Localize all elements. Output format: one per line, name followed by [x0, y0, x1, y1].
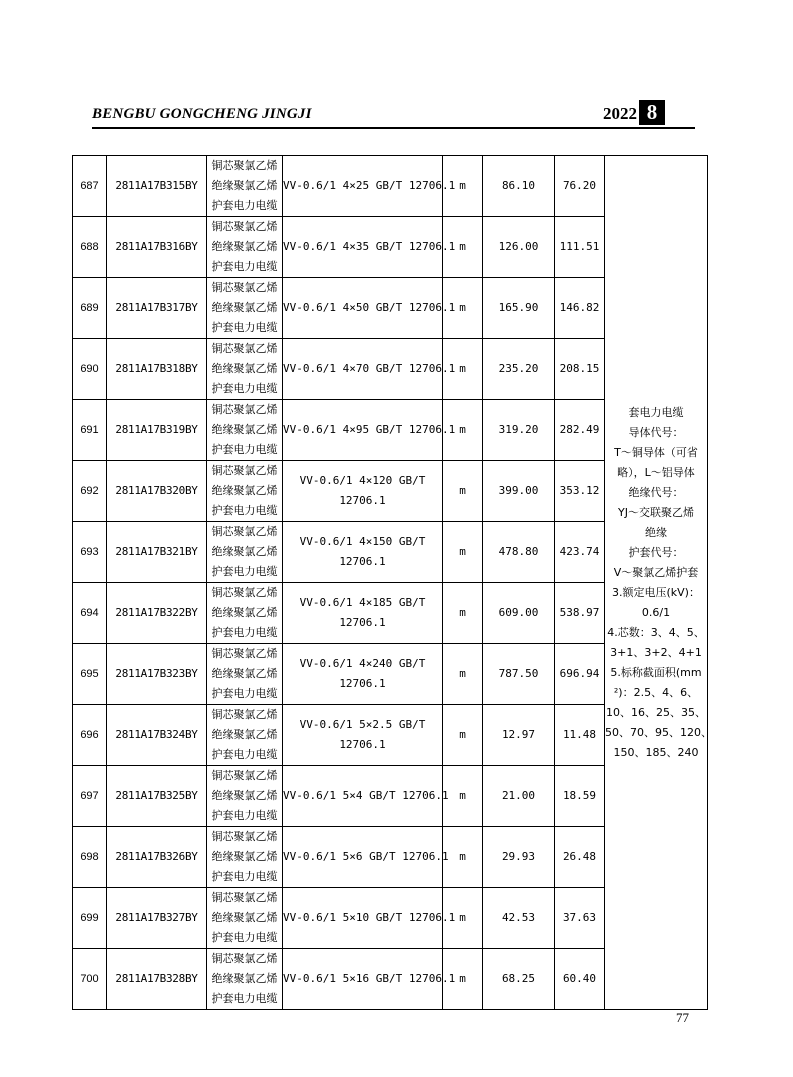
item-price-incl-tax: 609.00 [483, 583, 555, 644]
item-price-incl-tax: 478.80 [483, 522, 555, 583]
item-name [207, 217, 283, 278]
item-name-line: 铜芯聚氯乙烯 [211, 159, 278, 172]
item-number: 693 [73, 522, 107, 583]
item-name [207, 461, 283, 522]
item-spec-line: 12706.1 [339, 555, 386, 568]
item-price-incl-tax: 319.20 [483, 400, 555, 461]
item-name [207, 766, 283, 827]
item-unit: m [443, 644, 483, 705]
item-name-line: 护套电力电缆 [211, 321, 278, 334]
item-price-incl-tax: 235.20 [483, 339, 555, 400]
remark-line: 10、16、25、35、 [606, 705, 706, 719]
item-name-line: 绝缘聚氯乙烯 [211, 606, 278, 619]
item-price-incl-tax: 12.97 [483, 705, 555, 766]
remark-line: 4.芯数：3、4、5、 [607, 625, 705, 639]
item-spec-line: VV-0.6/1 5×4 GB/T 12706.1 [283, 789, 449, 802]
item-name [207, 888, 283, 949]
item-name-line: 绝缘聚氯乙烯 [211, 423, 278, 436]
item-number: 692 [73, 461, 107, 522]
remark-line: 套电力电缆 [628, 405, 684, 419]
item-spec [283, 522, 443, 583]
item-spec-line: 12706.1 [339, 738, 386, 751]
item-code: 2811A17B323BY [107, 644, 207, 705]
issue-number-badge: 8 [639, 100, 665, 125]
item-spec [283, 705, 443, 766]
item-name [207, 278, 283, 339]
remark-line: 导体代号： [628, 425, 684, 439]
item-code: 2811A17B324BY [107, 705, 207, 766]
item-number: 696 [73, 705, 107, 766]
item-name-line: 绝缘聚氯乙烯 [211, 850, 278, 863]
remark-line: 0.6/1 [641, 605, 671, 619]
item-spec-line: VV-0.6/1 4×50 GB/T 12706.1 [283, 301, 456, 314]
item-number: 698 [73, 827, 107, 888]
item-price-excl-tax: 208.15 [555, 339, 605, 400]
remark-line: 绝缘代号： [628, 485, 684, 499]
item-unit: m [443, 705, 483, 766]
item-unit: m [443, 339, 483, 400]
item-price-excl-tax: 146.82 [555, 278, 605, 339]
item-price-incl-tax: 86.10 [483, 156, 555, 217]
remark-line: 护套代号： [628, 545, 684, 559]
item-price-incl-tax: 126.00 [483, 217, 555, 278]
item-price-excl-tax: 26.48 [555, 827, 605, 888]
item-spec-line: 12706.1 [339, 494, 386, 507]
item-spec-line: VV-0.6/1 4×150 GB/T [299, 535, 426, 548]
item-number: 691 [73, 400, 107, 461]
item-unit: m [443, 217, 483, 278]
item-unit: m [443, 156, 483, 217]
table-row [73, 156, 708, 217]
item-name-line: 护套电力电缆 [211, 382, 278, 395]
price-table [72, 155, 712, 1010]
item-price-excl-tax: 282.49 [555, 400, 605, 461]
item-name [207, 400, 283, 461]
item-name-line: 绝缘聚氯乙烯 [211, 911, 278, 924]
item-name-line: 铜芯聚氯乙烯 [211, 769, 278, 782]
remark-cell [605, 156, 712, 1010]
issue-year: 2022 [603, 104, 637, 123]
item-spec [283, 766, 449, 827]
item-code: 2811A17B317BY [107, 278, 207, 339]
item-unit: m [443, 583, 483, 644]
item-price-incl-tax: 21.00 [483, 766, 555, 827]
item-spec [283, 888, 456, 949]
item-spec [283, 949, 456, 1010]
item-unit: m [443, 400, 483, 461]
item-name-line: 绝缘聚氯乙烯 [211, 667, 278, 680]
item-name-line: 绝缘聚氯乙烯 [211, 789, 278, 802]
item-name-line: 绝缘聚氯乙烯 [211, 728, 278, 741]
item-price-excl-tax: 353.12 [555, 461, 605, 522]
item-code: 2811A17B322BY [107, 583, 207, 644]
item-name-line: 铜芯聚氯乙烯 [211, 342, 278, 355]
item-number: 695 [73, 644, 107, 705]
item-spec-line: VV-0.6/1 5×2.5 GB/T [299, 718, 426, 731]
item-spec-line: VV-0.6/1 4×120 GB/T [299, 474, 426, 487]
item-name-line: 绝缘聚氯乙烯 [211, 484, 278, 497]
remark-line: V～聚氯乙烯护套 [613, 565, 699, 579]
item-name-line: 护套电力电缆 [211, 748, 278, 761]
item-spec [283, 278, 456, 339]
item-name-line: 铜芯聚氯乙烯 [211, 708, 278, 721]
item-name-line: 铜芯聚氯乙烯 [211, 586, 278, 599]
item-price-incl-tax: 42.53 [483, 888, 555, 949]
item-name-line: 护套电力电缆 [211, 565, 278, 578]
item-code: 2811A17B328BY [107, 949, 207, 1010]
item-name-line: 护套电力电缆 [211, 992, 278, 1005]
item-spec [283, 339, 456, 400]
item-spec [283, 217, 456, 278]
item-spec-line: VV-0.6/1 5×6 GB/T 12706.1 [283, 850, 449, 863]
remark-line: T～铜导体（可省 [614, 445, 698, 459]
remark-line: 3+1、3+2、4+1 [610, 645, 702, 659]
item-price-incl-tax: 787.50 [483, 644, 555, 705]
item-spec-line: VV-0.6/1 5×10 GB/T 12706.1 [283, 911, 456, 924]
remark-line: 50、70、95、120、 [605, 725, 712, 739]
item-code: 2811A17B326BY [107, 827, 207, 888]
item-spec-line: 12706.1 [339, 677, 386, 690]
item-name-line: 护套电力电缆 [211, 931, 278, 944]
page-header [92, 100, 695, 130]
item-code: 2811A17B319BY [107, 400, 207, 461]
page-number: 77 [676, 1010, 689, 1025]
remark-line: 绝缘 [645, 525, 667, 539]
item-unit: m [443, 278, 483, 339]
item-spec-line: VV-0.6/1 4×185 GB/T [299, 596, 426, 609]
item-price-incl-tax: 29.93 [483, 827, 555, 888]
item-name [207, 339, 283, 400]
item-spec [283, 461, 443, 522]
item-name-line: 护套电力电缆 [211, 443, 278, 456]
item-number: 687 [73, 156, 107, 217]
item-number: 690 [73, 339, 107, 400]
item-spec [283, 156, 456, 217]
item-name-line: 绝缘聚氯乙烯 [211, 545, 278, 558]
item-name-line: 护套电力电缆 [211, 260, 278, 273]
item-code: 2811A17B327BY [107, 888, 207, 949]
journal-title: BENGBU GONGCHENG JINGJI [92, 106, 312, 122]
remark-line: YJ～交联聚乙烯 [618, 505, 694, 519]
item-name-line: 护套电力电缆 [211, 626, 278, 639]
item-spec [283, 644, 443, 705]
remark-line: ²)：2.5、4、6、 [613, 685, 699, 699]
item-name [207, 522, 283, 583]
item-price-incl-tax: 399.00 [483, 461, 555, 522]
item-price-excl-tax: 111.51 [555, 217, 605, 278]
item-name [207, 949, 283, 1010]
header-rule [92, 127, 695, 129]
item-name-line: 铜芯聚氯乙烯 [211, 464, 278, 477]
item-name-line: 铜芯聚氯乙烯 [211, 220, 278, 233]
item-name-line: 护套电力电缆 [211, 687, 278, 700]
item-code: 2811A17B321BY [107, 522, 207, 583]
item-spec [283, 400, 456, 461]
remark-line: 5.标称截面积(mm [610, 665, 702, 679]
item-number: 688 [73, 217, 107, 278]
item-name [207, 644, 283, 705]
item-price-excl-tax: 11.48 [555, 705, 605, 766]
item-name [207, 827, 283, 888]
item-name-line: 铜芯聚氯乙烯 [211, 647, 278, 660]
item-price-excl-tax: 538.97 [555, 583, 605, 644]
item-price-excl-tax: 60.40 [555, 949, 605, 1010]
item-spec [283, 827, 449, 888]
item-name-line: 铜芯聚氯乙烯 [211, 830, 278, 843]
item-price-excl-tax: 696.94 [555, 644, 605, 705]
item-number: 689 [73, 278, 107, 339]
item-code: 2811A17B316BY [107, 217, 207, 278]
item-name-line: 铜芯聚氯乙烯 [211, 403, 278, 416]
item-name [207, 156, 283, 217]
item-name [207, 705, 283, 766]
item-price-incl-tax: 165.90 [483, 278, 555, 339]
item-name-line: 护套电力电缆 [211, 809, 278, 822]
item-code: 2811A17B325BY [107, 766, 207, 827]
item-name [207, 583, 283, 644]
remark-line: 3.额定电压(kV)： [612, 585, 700, 599]
item-name-line: 铜芯聚氯乙烯 [211, 525, 278, 538]
item-unit: m [443, 522, 483, 583]
item-unit: m [443, 827, 483, 888]
item-name-line: 绝缘聚氯乙烯 [211, 240, 278, 253]
item-spec-line: VV-0.6/1 4×240 GB/T [299, 657, 426, 670]
item-number: 697 [73, 766, 107, 827]
item-name-line: 绝缘聚氯乙烯 [211, 179, 278, 192]
item-name-line: 铜芯聚氯乙烯 [211, 891, 278, 904]
item-price-excl-tax: 76.20 [555, 156, 605, 217]
item-number: 700 [73, 949, 107, 1010]
item-spec-line: VV-0.6/1 5×16 GB/T 12706.1 [283, 972, 456, 985]
item-name-line: 绝缘聚氯乙烯 [211, 362, 278, 375]
item-number: 699 [73, 888, 107, 949]
item-number: 694 [73, 583, 107, 644]
item-name-line: 护套电力电缆 [211, 504, 278, 517]
item-spec-line: VV-0.6/1 4×25 GB/T 12706.1 [283, 179, 456, 192]
item-code: 2811A17B315BY [107, 156, 207, 217]
item-name-line: 铜芯聚氯乙烯 [211, 281, 278, 294]
item-spec-line: VV-0.6/1 4×70 GB/T 12706.1 [283, 362, 456, 375]
remark-line: 150、185、240 [613, 745, 699, 759]
item-spec-line: VV-0.6/1 4×95 GB/T 12706.1 [283, 423, 456, 436]
item-name-line: 护套电力电缆 [211, 870, 278, 883]
item-code: 2811A17B318BY [107, 339, 207, 400]
item-unit: m [443, 766, 483, 827]
item-price-incl-tax: 68.25 [483, 949, 555, 1010]
item-name-line: 绝缘聚氯乙烯 [211, 301, 278, 314]
item-name-line: 铜芯聚氯乙烯 [211, 952, 278, 965]
remark-line: 略），L～铝导体 [617, 465, 695, 479]
item-price-excl-tax: 423.74 [555, 522, 605, 583]
table-body [73, 156, 712, 1010]
item-price-excl-tax: 37.63 [555, 888, 605, 949]
item-name-line: 护套电力电缆 [211, 199, 278, 212]
item-unit: m [443, 949, 483, 1010]
item-name-line: 绝缘聚氯乙烯 [211, 972, 278, 985]
item-spec [283, 583, 443, 644]
item-code: 2811A17B320BY [107, 461, 207, 522]
item-price-excl-tax: 18.59 [555, 766, 605, 827]
item-spec-line: VV-0.6/1 4×35 GB/T 12706.1 [283, 240, 456, 253]
item-unit: m [443, 888, 483, 949]
item-unit: m [443, 461, 483, 522]
item-spec-line: 12706.1 [339, 616, 386, 629]
